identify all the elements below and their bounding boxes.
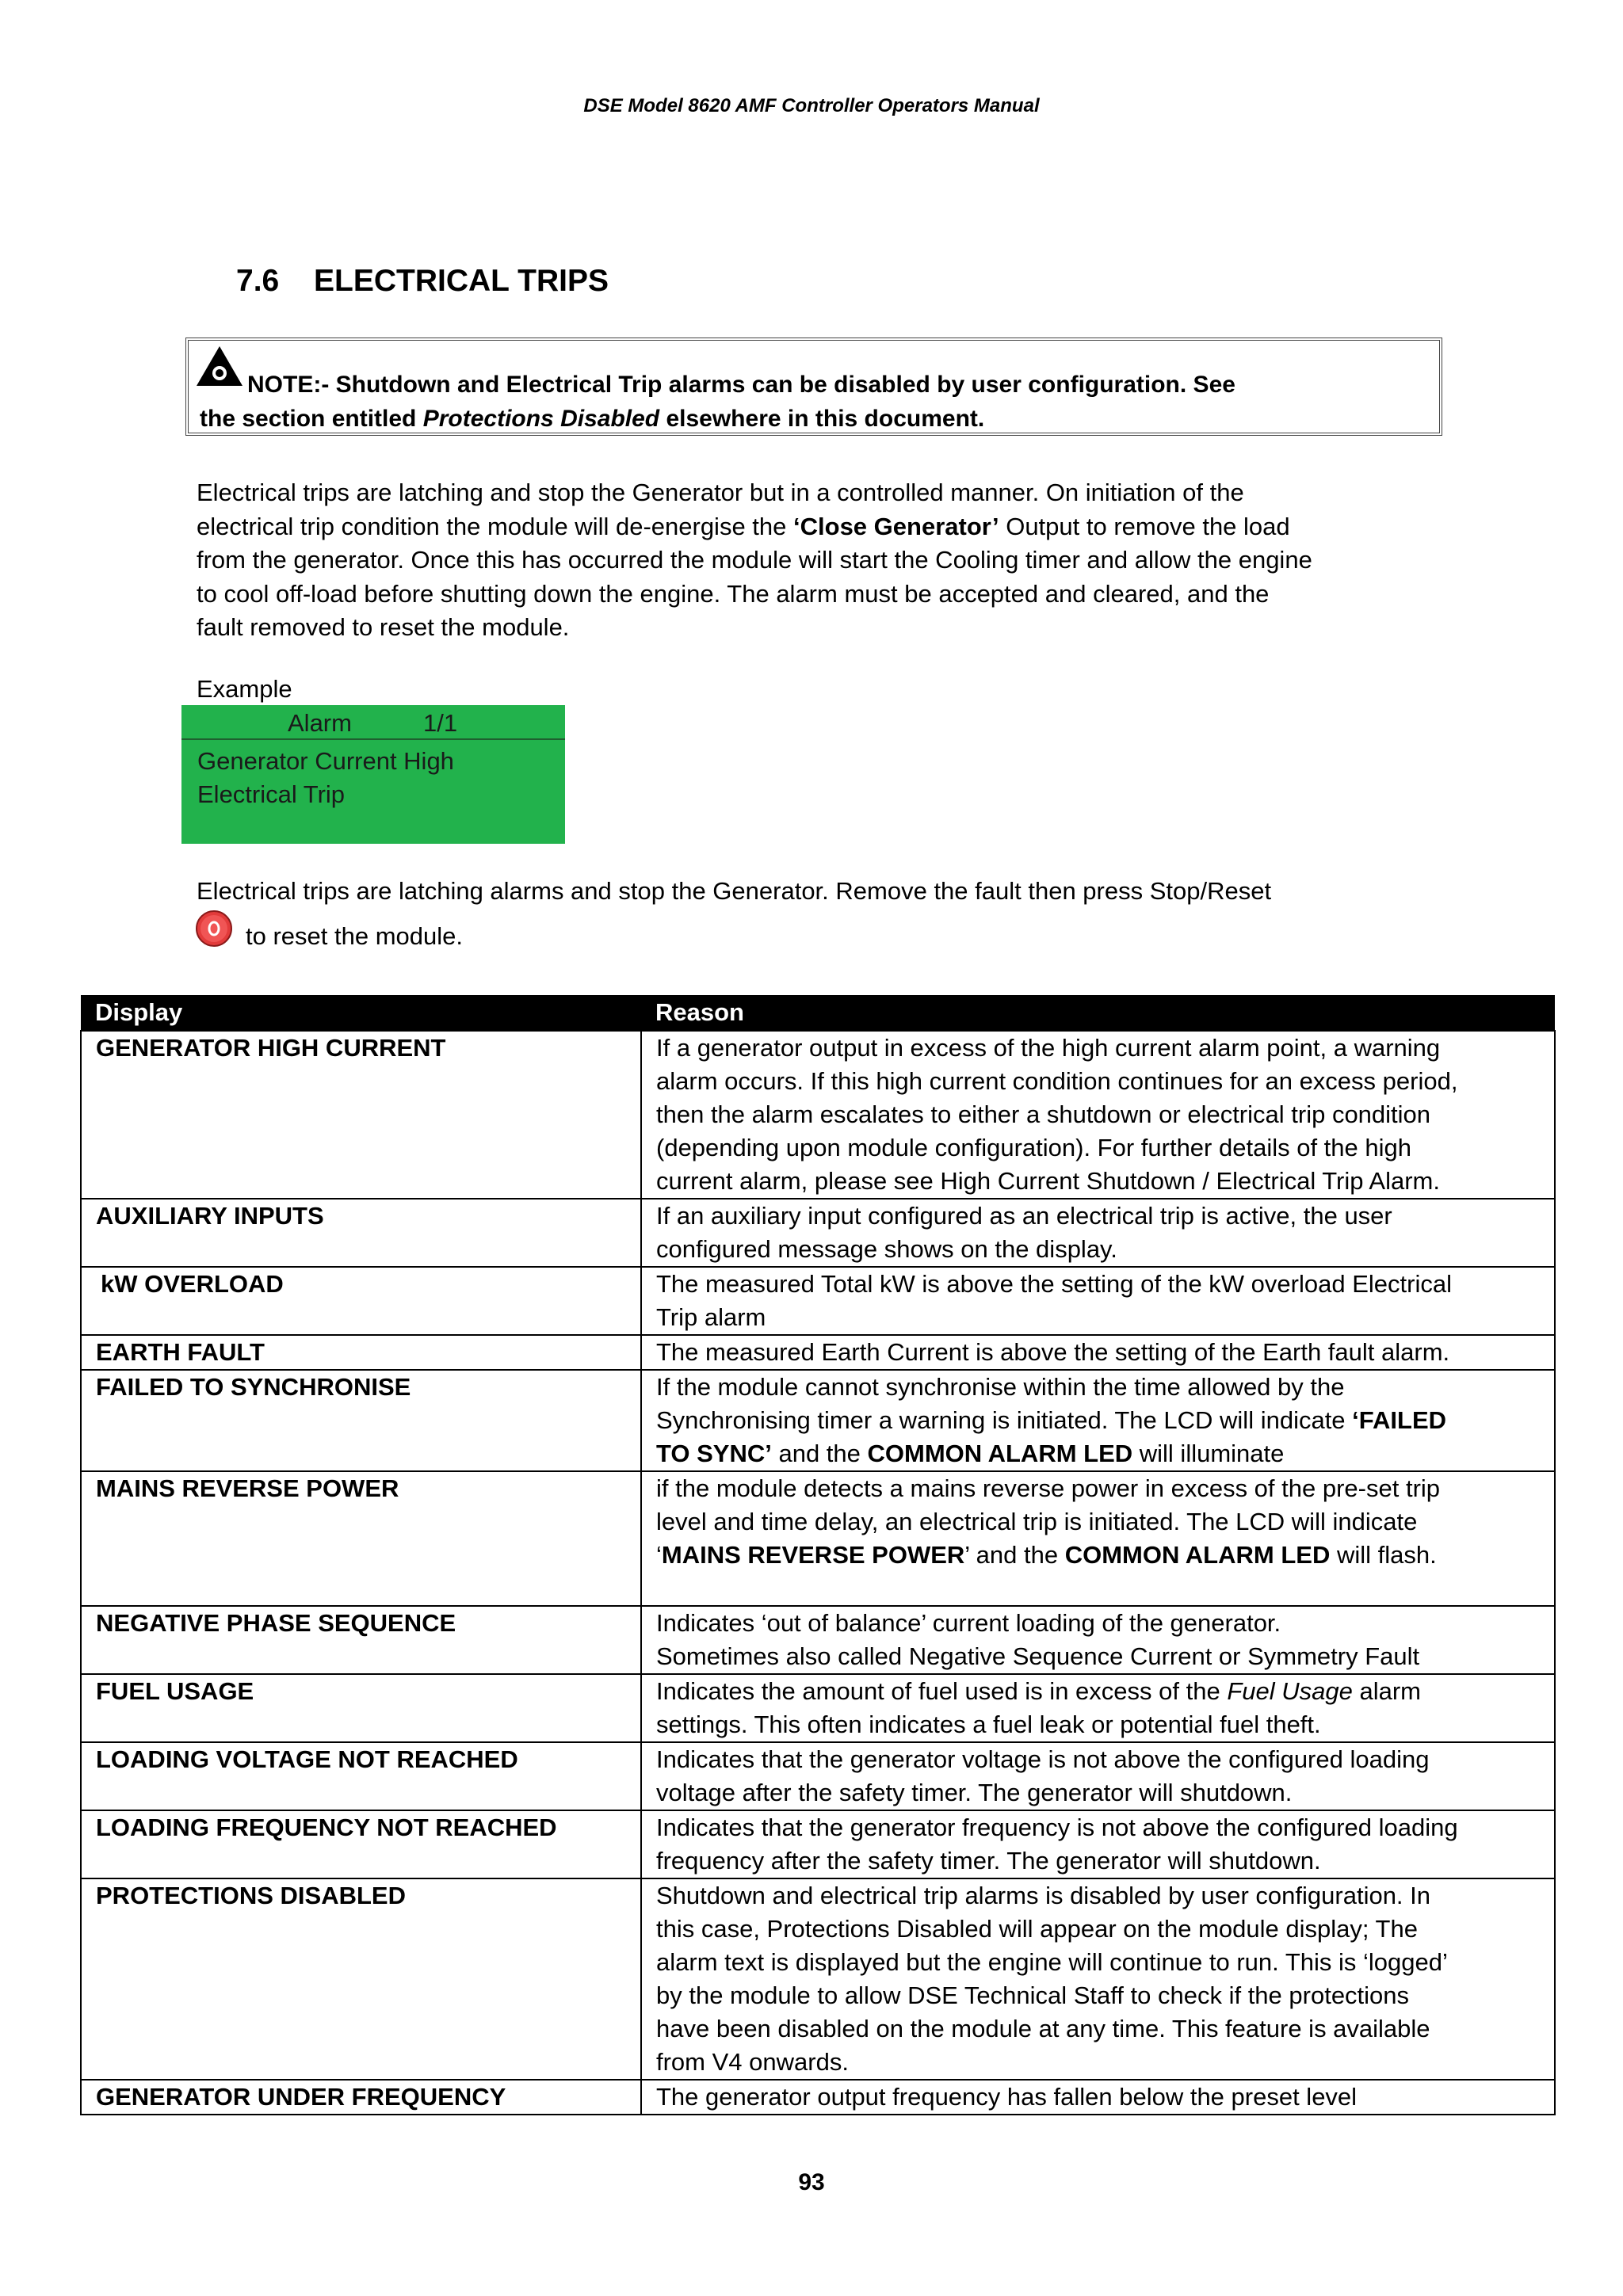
- table-row: [81, 1199, 1555, 1267]
- reason-cell: Shutdown and electrical trip alarms is disabled by user configuration. In this case, Protections Disabled will appear on the module display; The alarm text is displayed but the engine will continue to run. This is ‘logged’ by the module to allow DSE Technical Staff to check if the protections have been disabled on the module at any time. This feature is available from V4 onwards.: [641, 1878, 1555, 2080]
- reason-cell: Indicates ‘out of balance’ current loading of the generator. Sometimes also called Negative Sequence Current or Symmetry Fault: [641, 1606, 1555, 1674]
- column-header-reason: Reason: [641, 995, 1555, 1031]
- note-line-2: the section entitled Protections Disabled elsewhere in this document.: [200, 406, 985, 432]
- lcd-alarm-title: Alarm: [288, 709, 352, 737]
- table-row: [81, 1742, 1555, 1810]
- reason-cell: If an auxiliary input configured as an electrical trip is active, the user configured message shows on the display.: [641, 1199, 1555, 1267]
- warning-triangle-icon: [195, 345, 244, 387]
- lcd-header: [181, 710, 565, 740]
- display-cell: PROTECTIONS DISABLED: [81, 1878, 641, 2080]
- table-row: [81, 1370, 1555, 1471]
- table-row: [81, 1810, 1555, 1878]
- table-row: [81, 1471, 1555, 1606]
- lcd-example-display: [181, 705, 565, 844]
- example-label: Example: [197, 675, 292, 703]
- display-cell: FAILED TO SYNCHRONISE: [81, 1370, 641, 1471]
- section-number: 7.6: [236, 264, 280, 298]
- reason-cell: If a generator output in excess of the high current alarm point, a warning alarm occurs. If this high current condition continues for an excess period, then the alarm escalates to either a shutdown or electrical trip condition (depending upon module configuration). For further details of the high current alarm, please see High Current Shutdown / Electrical Trip Alarm.: [641, 1031, 1555, 1199]
- close-generator-term: ‘Close Generator’: [793, 512, 999, 540]
- reason-cell: If the module cannot synchronise within the time allowed by the Synchronising timer a warning is initiated. The LCD will indicate ‘FAILED TO SYNC’ and the COMMON ALARM LED will illuminate: [641, 1370, 1555, 1471]
- reason-cell: The measured Earth Current is above the setting of the Earth fault alarm.: [641, 1335, 1555, 1370]
- display-cell: kW OVERLOAD: [81, 1267, 641, 1335]
- table-row: [81, 1606, 1555, 1674]
- intro-paragraph: Electrical trips are latching and stop the Generator but in a controlled manner. On initiation of the electrical trip condition the module will de-energise the ‘Close Generator’ Output to remove the load from the generator. Once this has occurred the module will start the Cooling timer and allow the engine to cool off-load before shutting down the engine. The alarm must be accepted and cleared, and the fault removed to reset the module.: [197, 479, 1312, 641]
- electrical-trips-table: [80, 995, 1556, 2115]
- reason-cell: Indicates that the generator frequency is not above the configured loading frequency after the safety timer. The generator will shutdown.: [641, 1810, 1555, 1878]
- column-header-display: Display: [81, 995, 641, 1031]
- table-row: [81, 2080, 1555, 2115]
- note-line-1: NOTE:- Shutdown and Electrical Trip alarms can be disabled by user configuration. See: [247, 372, 1235, 398]
- table-row: [81, 1267, 1555, 1335]
- page-number: 93: [798, 2169, 825, 2195]
- display-cell: GENERATOR HIGH CURRENT: [81, 1031, 641, 1199]
- stop-reset-icon: [195, 910, 233, 948]
- table-row: [81, 1674, 1555, 1742]
- section-title: ELECTRICAL TRIPS: [314, 264, 609, 298]
- display-cell: EARTH FAULT: [81, 1335, 641, 1370]
- after-paragraph-line-1: Electrical trips are latching alarms and stop the Generator. Remove the fault then press Stop/Reset: [197, 877, 1272, 905]
- lcd-line-1: Generator Current High: [197, 747, 454, 775]
- reason-cell: if the module detects a mains reverse power in excess of the pre-set trip level and time delay, an electrical trip is initiated. The LCD will indicate ‘MAINS REVERSE POWER’ and the COMMON ALARM LED will flash.: [641, 1471, 1555, 1606]
- table-row: [81, 1031, 1555, 1199]
- table-row: [81, 1878, 1555, 2080]
- display-cell: LOADING VOLTAGE NOT REACHED: [81, 1742, 641, 1810]
- display-cell: MAINS REVERSE POWER: [81, 1471, 641, 1606]
- protections-disabled-ref: Protections Disabled: [422, 406, 660, 432]
- display-cell: FUEL USAGE: [81, 1674, 641, 1742]
- table-header-row: [81, 995, 1555, 1031]
- reason-cell: The generator output frequency has fallen below the preset level: [641, 2080, 1555, 2115]
- display-cell: AUXILIARY INPUTS: [81, 1199, 641, 1267]
- reason-cell: The measured Total kW is above the setting of the kW overload Electrical Trip alarm: [641, 1267, 1555, 1335]
- display-cell: NEGATIVE PHASE SEQUENCE: [81, 1606, 641, 1674]
- page-header: DSE Model 8620 AMF Controller Operators Manual: [583, 95, 1040, 116]
- display-cell: GENERATOR UNDER FREQUENCY: [81, 2080, 641, 2115]
- lcd-line-2: Electrical Trip: [197, 780, 346, 808]
- table-row: [81, 1335, 1555, 1370]
- display-cell: LOADING FREQUENCY NOT REACHED: [81, 1810, 641, 1878]
- reason-cell: Indicates that the generator voltage is not above the configured loading voltage after the safety timer. The generator will shutdown.: [641, 1742, 1555, 1810]
- lcd-page-indicator: 1/1: [423, 709, 458, 737]
- after-paragraph-line-2: to reset the module.: [246, 922, 463, 950]
- reason-cell: Indicates the amount of fuel used is in excess of the Fuel Usage alarm settings. This often indicates a fuel leak or potential fuel theft.: [641, 1674, 1555, 1742]
- note-box: [185, 338, 1442, 436]
- section-heading: [236, 264, 609, 299]
